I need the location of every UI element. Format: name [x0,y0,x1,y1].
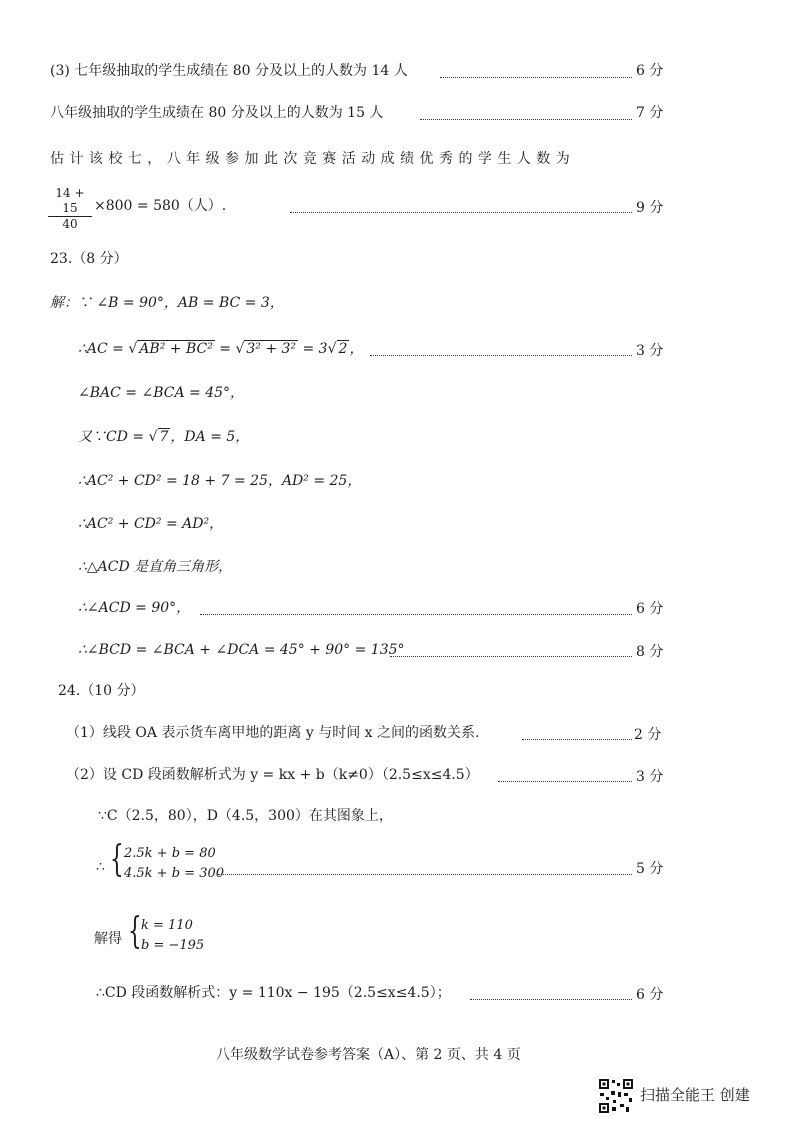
sqrt-content: 3² + 3² [246,341,297,357]
q23-line5: ∴AC² + CD² = 18 + 7 = 25，AD² = 25， [78,473,362,489]
q24-line3: ∵C（2.5，80），D（4.5，300）在其图象上， [98,808,393,824]
text: ，DA = 5， [170,429,250,445]
part3-line2: 八年级抽取的学生成绩在 80 分及以上的人数为 15 人 [50,105,384,121]
solve-label: 解得 [94,931,122,947]
page-footer: 八年级数学试卷参考答案（A）、第 2 页、共 4 页 [216,1047,521,1063]
sqrt-content: 7 [159,429,169,445]
text: 又∵CD = [78,429,149,445]
equation-system [124,844,224,884]
leader-dots [498,781,632,782]
leader-dots [218,874,632,875]
score-label: 9 分 [636,200,664,216]
text: ∴AC = [78,341,129,357]
solution-row: b = −195 [141,938,205,953]
q24-heading: 24.（10 分） [58,683,145,699]
part3-line3: 估 计 该 校 七 ， 八 年 级 参 加 此 次 竞 赛 活 动 成 绩 优 秀 的 学 生 人 数 为 [50,151,571,167]
leader-dots [440,77,632,78]
leader-dots [390,656,632,657]
text: ， [349,341,364,357]
score-label: 3 分 [636,769,664,785]
q24-line2: （2）设 CD 段函数解析式为 y = kx + b（k≠0）（2.5≤x≤4.5） [66,767,479,783]
leader-dots [290,212,632,213]
score-label: 5 分 [636,861,664,877]
brace-icon: { [110,839,124,880]
therefore-symbol: ∴ [96,859,105,875]
score-label: 6 分 [636,63,664,79]
score-label: 7 分 [636,105,664,121]
score-label: 8 分 [636,644,664,660]
score-label: 6 分 [636,601,664,617]
q23-heading: 23.（8 分） [50,251,128,267]
qr-code-icon [598,1078,634,1114]
equation-row: 4.5k + b = 300 [124,866,225,881]
fraction-denominator: 40 [62,217,78,231]
text: = [214,341,236,357]
score-label: 3 分 [636,343,664,359]
equation-row: 2.5k + b = 80 [124,846,216,861]
q24-line1: （1）线段 OA 表示货车离甲地的距离 y 与时间 x 之间的函数关系. [66,725,480,741]
part3-calc: ×800 = 580（人）. [94,198,227,214]
leader-dots [470,999,632,1000]
q24-line6: ∴CD 段函数解析式：y = 110x − 195（2.5≤x≤4.5）； [96,985,451,1001]
text: = 3 [298,341,328,357]
q23-line6: ∴AC² + CD² = AD²， [78,516,224,532]
score-label: 6 分 [636,987,664,1003]
q23-line2: ∴AC = √ AB² + BC² = √ 3² + 3² = 3√ 2 ， [78,341,364,357]
scanner-watermark: 扫描全能王 创建 [640,1086,750,1104]
sqrt-content: AB² + BC² [139,341,213,357]
q23-line8: ∴∠ACD = 90°， [78,600,191,616]
q23-line9: ∴∠BCD = ∠BCA + ∠DCA = 45° + 90° = 135° [78,642,405,658]
solution-system [141,916,204,956]
q23-line1: 解：∵ ∠B = 90°，AB = BC = 3， [50,295,284,311]
q23-line3: ∠BAC = ∠BCA = 45°， [78,385,245,401]
q23-line7: ∴△ACD 是直角三角形， [78,559,233,575]
sqrt-content: 2 [338,341,348,357]
solution-row: k = 110 [141,918,193,933]
leader-dots [420,119,632,120]
brace-icon: { [128,911,142,952]
q23-line4: 又∵CD = √ 7 ，DA = 5， [78,429,250,445]
score-label: 2 分 [634,727,662,743]
leader-dots [200,614,632,615]
leader-dots [522,739,632,740]
fraction-numerator: 14 + 15 [48,186,92,217]
leader-dots [370,355,632,356]
fraction [48,186,92,232]
part3-line1: (3) 七年级抽取的学生成绩在 80 分及以上的人数为 14 人 [50,63,408,79]
